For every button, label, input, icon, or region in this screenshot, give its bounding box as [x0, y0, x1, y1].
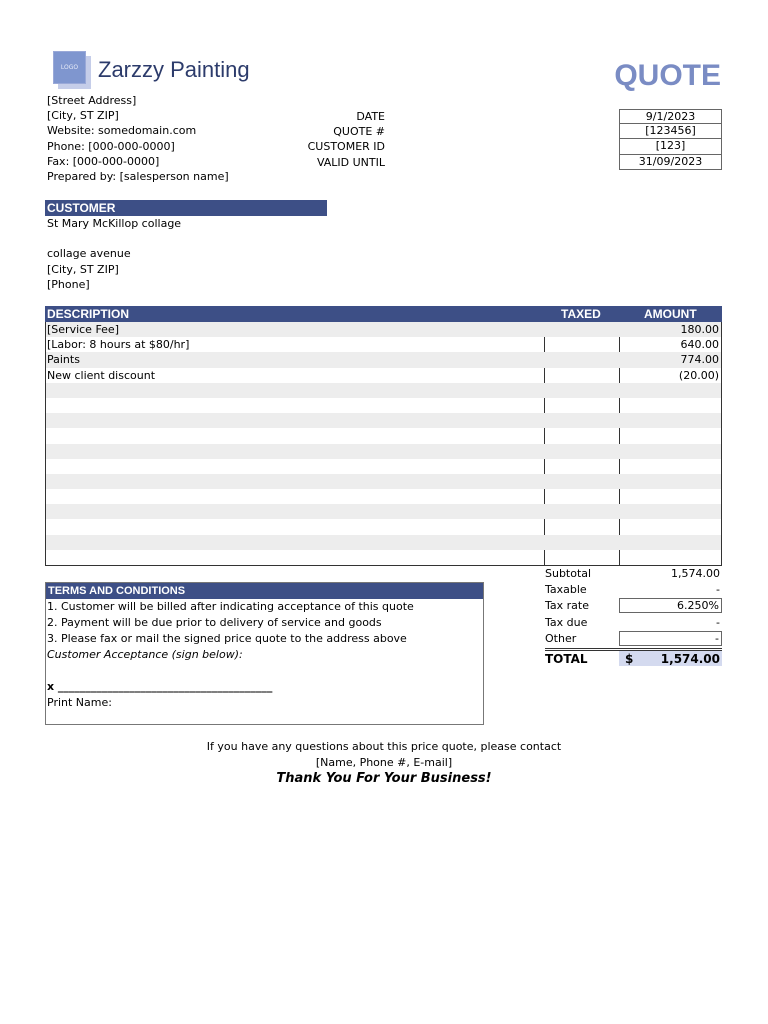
table-row[interactable]	[46, 383, 721, 398]
table-row[interactable]	[46, 519, 721, 534]
total-row	[545, 648, 722, 667]
item-description: Paints	[47, 353, 80, 367]
tax-due-label: Tax due	[545, 615, 588, 629]
totals-block	[545, 566, 722, 667]
meta-label: DATE	[356, 110, 385, 123]
item-description: New client discount	[47, 368, 156, 382]
table-row[interactable]	[46, 550, 721, 565]
company-address	[47, 93, 229, 184]
table-row[interactable]	[46, 459, 721, 474]
customer-id-field[interactable]: [123]	[619, 139, 722, 154]
other-field[interactable]: -	[619, 631, 722, 646]
table-row[interactable]	[46, 337, 721, 352]
column-header-amount: AMOUNT	[644, 307, 697, 321]
blank-line	[47, 663, 483, 679]
customer-line: [Phone]	[47, 277, 90, 291]
taxable-row	[545, 582, 722, 598]
print-name-label: Print Name:	[47, 696, 112, 709]
customer-line	[47, 231, 181, 246]
meta-label: VALID UNTIL	[316, 155, 385, 169]
signature-line[interactable]: x _______________________________________	[47, 680, 273, 693]
customer-heading: CUSTOMER	[45, 200, 327, 216]
table-row[interactable]	[46, 504, 721, 519]
taxable-value: -	[716, 583, 720, 597]
terms-line: 3. Please fax or mail the signed price quote to the address above	[47, 632, 407, 645]
terms-box	[45, 582, 484, 725]
terms-line: 1. Customer will be billed after indicating acceptance of this quote	[47, 600, 414, 613]
customer-line: St Mary McKillop collage	[47, 217, 182, 230]
other-label: Other	[545, 631, 577, 645]
table-row[interactable]	[46, 413, 721, 428]
meta-label: QUOTE #	[333, 125, 385, 139]
document-title: QUOTE	[614, 59, 721, 92]
table-row[interactable]	[46, 489, 721, 504]
terms-heading: TERMS AND CONDITIONS	[46, 583, 483, 599]
address-line: [City, ST ZIP]	[47, 109, 119, 123]
item-amount: (20.00)	[678, 368, 719, 382]
other-row	[545, 631, 722, 647]
item-description: [Service Fee]	[47, 323, 119, 336]
date-field[interactable]: 9/1/2023	[619, 109, 722, 124]
customer-line: [City, ST ZIP]	[47, 262, 119, 276]
tax-due-value: -	[716, 615, 720, 629]
tax-rate-label: Tax rate	[545, 599, 589, 613]
items-table	[45, 306, 722, 566]
valid-until-field[interactable]: 31/09/2023	[619, 155, 722, 170]
tax-due-row	[545, 615, 722, 631]
thank-you-text: Thank You For Your Business!	[276, 771, 492, 786]
item-amount: 640.00	[680, 338, 719, 352]
table-row[interactable]	[46, 535, 721, 550]
contact-text: If you have any questions about this price quote, please contact	[206, 740, 562, 753]
subtotal-value: 1,574.00	[671, 567, 720, 580]
quote-number-field[interactable]: [123456]	[619, 124, 722, 139]
address-line: Prepared by: [salesperson name]	[47, 170, 229, 184]
items-body	[45, 322, 722, 566]
address-line: Fax: [000-000-0000]	[47, 154, 160, 168]
item-description: [Labor: 8 hours at $80/hr]	[47, 338, 190, 352]
meta-label: CUSTOMER ID	[307, 140, 385, 154]
address-line: [Street Address]	[47, 94, 137, 107]
table-row[interactable]	[46, 322, 721, 337]
contact-details: [Name, Phone #, E-mail]	[315, 755, 453, 769]
subtotal-row	[545, 566, 722, 582]
terms-line: 2. Payment will be due prior to delivery of service and goods	[47, 616, 382, 629]
taxable-label: Taxable	[545, 583, 587, 597]
table-row[interactable]	[46, 368, 721, 383]
table-row[interactable]	[46, 352, 721, 367]
item-amount: 180.00	[680, 323, 719, 336]
table-row[interactable]	[46, 474, 721, 489]
column-header-description: DESCRIPTION	[47, 307, 130, 321]
currency-symbol: $	[625, 651, 634, 666]
item-amount: 774.00	[680, 353, 719, 367]
tax-rate-row	[545, 598, 722, 614]
total-label: TOTAL	[545, 651, 588, 666]
customer-line: collage avenue	[47, 247, 131, 261]
acceptance-label: Customer Acceptance (sign below):	[47, 648, 243, 661]
items-header	[45, 306, 722, 322]
column-header-taxed: TAXED	[561, 307, 601, 321]
footer	[0, 739, 768, 787]
logo: LOGO	[53, 51, 86, 84]
subtotal-label: Subtotal	[545, 567, 592, 580]
customer-info	[47, 216, 181, 292]
table-row[interactable]	[46, 398, 721, 413]
tax-rate-field[interactable]: 6.250%	[619, 598, 722, 613]
total-value: 1,574.00	[619, 651, 722, 666]
address-line: Website: somedomain.com	[47, 124, 197, 138]
table-row[interactable]	[46, 444, 721, 459]
address-line: Phone: [000-000-0000]	[47, 139, 175, 153]
company-name: Zarzzy Painting	[98, 57, 250, 82]
terms-body	[46, 599, 483, 711]
table-row[interactable]	[46, 428, 721, 443]
